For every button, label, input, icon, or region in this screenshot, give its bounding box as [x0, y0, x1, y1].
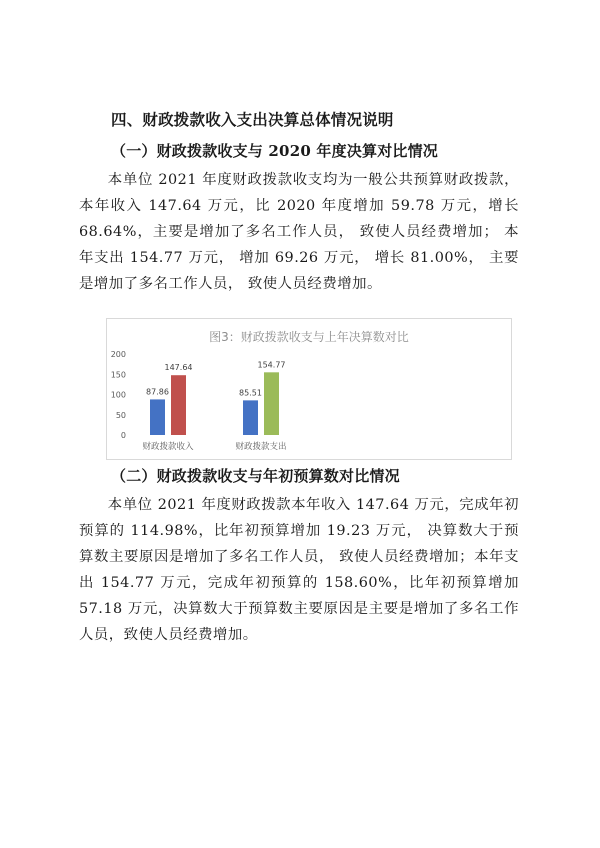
paragraph-2: 本单位 2021 年度财政拨款本年收入 147.64 万元，完成年初预算的 114.98%，比年初预算增加 19.23 万元， 决算数大于预算数主要原因是增加了多名工作人员， 致使人员经费增加；本年支出 154.77 万元，完成年初预算的 158.60%，比年初预算增加 57.18 万元，决算数大于预算数主要原因是主要是增加了多名工作人员，致使人员经费增加。 [79, 497, 519, 643]
y-tick-label: 100 [110, 390, 126, 400]
bar-data-label: 154.77 [257, 360, 286, 370]
bar [150, 399, 165, 435]
paragraph-1: 本单位 2021 年度财政拨款收支均为一般公共预算财政拨款，本年收入 147.64 万元，比 2020 年度增加 59.78 万元，增长 68.64%，主要是增加了多名工作人员， 致使人员经费增加； 本年支出 154.77 万元， 增加 69.26 万元， 增长 81.00%， 主要是增加了多名工作人员， 致使人员经费增加。 [79, 172, 519, 292]
y-tick-label: 0 [120, 431, 126, 440]
y-tick-label: 150 [110, 370, 126, 380]
category-label: 财政拨款收入 [142, 442, 194, 452]
bar [243, 400, 258, 435]
bar-data-label: 85.51 [239, 388, 262, 398]
category-label: 财政拨款支出 [235, 442, 287, 452]
bar [264, 372, 279, 435]
section-title: 四、财政拨款收入支出决算总体情况说明 [111, 111, 394, 129]
chart-canvas [107, 319, 511, 459]
subsection-title-1: （一）财政拨款收支与 2020 年度决算对比情况 [111, 142, 438, 160]
subsection-title-2: （二）财政拨款收支与年初预算数对比情况 [111, 467, 400, 485]
bar-data-label: 87.86 [146, 387, 169, 397]
y-tick-label: 200 [110, 350, 126, 359]
bar-chart [106, 318, 512, 460]
chart-title: 图3：财政拨款收支与上年决算数对比 [209, 330, 409, 344]
y-tick-label: 50 [115, 410, 126, 420]
bar [171, 375, 186, 435]
bar-data-label: 147.64 [164, 363, 193, 373]
